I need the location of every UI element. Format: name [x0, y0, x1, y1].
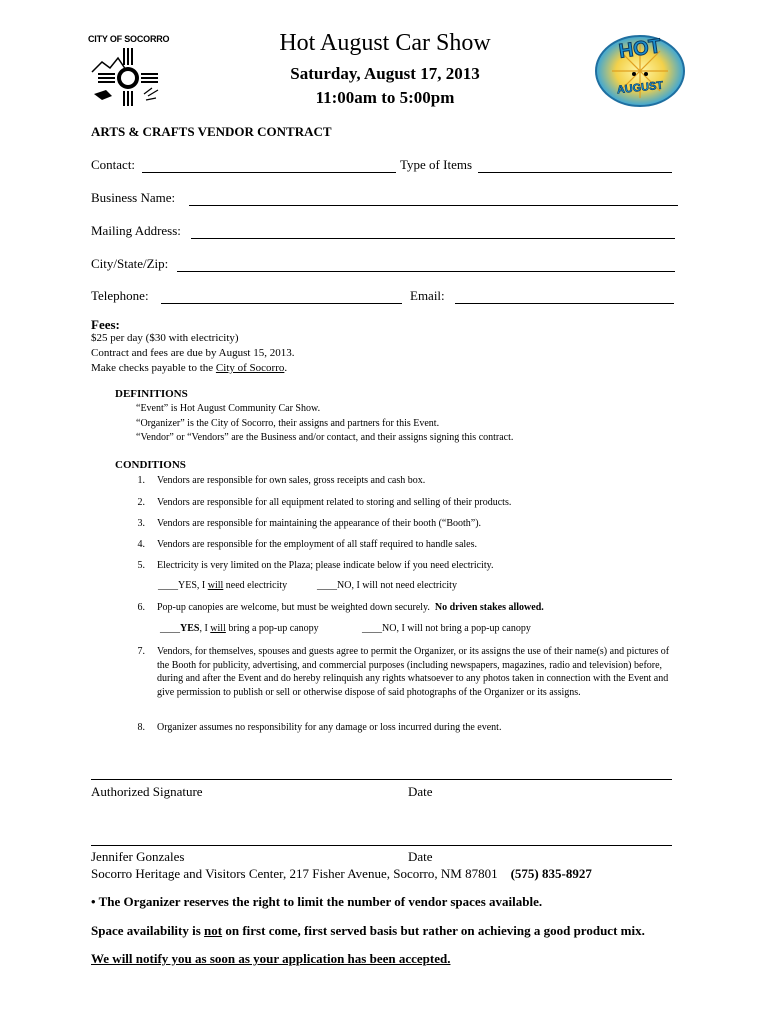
definition-item: “Event” is Hot August Community Car Show. [136, 403, 321, 414]
organizer-phone: (575) 835-8927 [510, 866, 592, 881]
fees-line-3: Make checks payable to the City of Socorro. [91, 362, 288, 374]
fees-line-1: $25 per day ($30 with electricity) [91, 332, 239, 344]
fees-heading: Fees: [91, 317, 120, 332]
date-label-2: Date [408, 849, 433, 864]
authorized-signature-label: Authorized Signature [91, 784, 203, 799]
authorized-signature-line[interactable] [91, 778, 672, 780]
organizer-name: Jennifer Gonzales [91, 849, 185, 864]
business-name-field[interactable] [189, 204, 678, 206]
definitions-list [136, 402, 513, 446]
telephone-label: Telephone: [91, 288, 149, 303]
contract-title: ARTS & CRAFTS VENDOR CONTRACT [91, 124, 332, 139]
mailing-address-label: Mailing Address: [91, 223, 181, 238]
email-label: Email: [410, 288, 445, 303]
electricity-yes-option[interactable]: ____YES, I will need electricity [158, 580, 288, 591]
city-logo-text: CITY OF SOCORRO [88, 34, 170, 44]
city-state-zip-label: City/State/Zip: [91, 256, 169, 271]
no-stakes-warning: No driven stakes allowed. [434, 602, 544, 613]
type-of-items-label: Type of Items [400, 157, 473, 172]
definition-item: “Vendor” or “Vendors” are the Business and/or contact, and their assigns signing this contract. [136, 432, 514, 443]
organizer-address: Socorro Heritage and Visitors Center, 217 Fisher Avenue, Socorro, NM 87801 (575) 835-8927 [91, 866, 592, 881]
contact-field[interactable] [142, 171, 396, 173]
vendor-limit-notice: • The Organizer reserves the right to limit the number of vendor spaces available. [91, 894, 543, 909]
date-label-1: Date [408, 784, 433, 799]
event-date: Saturday, August 17, 2013 [290, 64, 480, 83]
electricity-no-option[interactable]: ____NO, I will not need electricity [317, 580, 457, 591]
space-availability-notice: Space availability is not on first come, first served basis but rather on achieving a good product mix. [91, 923, 645, 938]
canopy-yes-option[interactable]: ____YES, I will bring a pop-up canopy [160, 623, 319, 634]
business-name-label: Business Name: [91, 190, 176, 205]
notification-notice: We will notify you as soon as your application has been accepted. [91, 951, 451, 966]
event-time: 11:00am to 5:00pm [315, 88, 455, 107]
fees-line-2: Contract and fees are due by August 15, 2013. [91, 347, 295, 359]
canopy-no-option[interactable]: ____NO, I will not bring a pop-up canopy [362, 623, 531, 634]
type-of-items-field[interactable] [478, 171, 672, 173]
event-title: Hot August Car Show [279, 30, 491, 56]
mailing-address-field[interactable] [191, 237, 675, 239]
conditions-heading: CONDITIONS [115, 459, 186, 471]
hot-august-logo [594, 34, 686, 108]
august-logo-text: AUGUST [616, 79, 664, 97]
hot-logo-text: HOT [617, 35, 663, 63]
email-field[interactable] [455, 302, 674, 304]
definitions-heading: DEFINITIONS [115, 388, 188, 400]
organizer-signature-line[interactable] [91, 844, 672, 846]
definition-item: “Organizer” is the City of Socorro, their assigns and partners for this Event. [136, 417, 440, 429]
contact-label: Contact: [91, 157, 136, 172]
city-state-zip-field[interactable] [177, 270, 675, 272]
city-of-socorro-payee: City of Socorro [215, 362, 285, 374]
telephone-field[interactable] [161, 302, 402, 304]
